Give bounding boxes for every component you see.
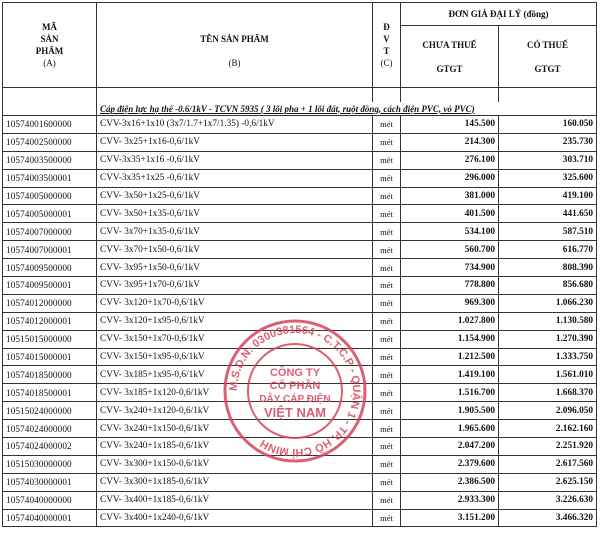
product-code: 10515015000000	[3, 330, 97, 348]
table-row	[3, 223, 597, 241]
product-name: CVV- 3x70+1x35-0,6/1kV	[97, 223, 373, 241]
product-unit: mét	[373, 312, 401, 330]
product-name: CVV- 3x50+1x35-0,6/1kV	[97, 205, 373, 223]
price-pre-tax: 969.300	[401, 294, 499, 312]
price-post-tax: 419.100	[499, 187, 597, 205]
product-code: 10515024000000	[3, 402, 97, 420]
product-code: 10574007000001	[3, 241, 97, 259]
price-post-tax: 1.333.750	[499, 348, 597, 366]
product-code: 10574001600000	[3, 116, 97, 134]
header-unit: Đ V T (C)	[373, 3, 401, 88]
price-post-tax: 587.510	[499, 223, 597, 241]
table-row	[3, 455, 597, 473]
product-code: 10574007000000	[3, 223, 97, 241]
table-row	[3, 169, 597, 187]
product-code: 10574009500000	[3, 259, 97, 277]
product-unit: mét	[373, 366, 401, 384]
product-name: CVV- 3x240+1x185-0,6/1kV	[97, 438, 373, 456]
product-code: 10574018500000	[3, 366, 97, 384]
price-pre-tax: 2.386.500	[401, 473, 499, 491]
table-row	[3, 205, 597, 223]
product-unit: mét	[373, 187, 401, 205]
product-unit: mét	[373, 259, 401, 277]
product-name: CVV- 3x50+1x25-0,6/1kV	[97, 187, 373, 205]
product-name: CVV-3x16+1x10 (3x7/1.7+1x7/1.35) -0,6/1kV	[97, 116, 373, 134]
stamp-line-4: VIỆT NAM	[263, 405, 327, 420]
price-post-tax: 235.730	[499, 133, 597, 151]
product-code: 10574024000000	[3, 420, 97, 438]
stamp-line-1: CÔNG TY	[269, 367, 321, 379]
product-name: CVV- 3x185+1x95-0,6/1kV	[97, 366, 373, 384]
product-code: 10574015000001	[3, 348, 97, 366]
table-row	[3, 438, 597, 456]
spacer-row	[3, 88, 597, 103]
product-code: 10574012000001	[3, 312, 97, 330]
price-post-tax: 2.096.050	[499, 402, 597, 420]
product-code: 10574005000000	[3, 187, 97, 205]
price-pre-tax: 401.500	[401, 205, 499, 223]
product-name: CVV- 3x400+1x185-0,6/1kV	[97, 491, 373, 509]
product-unit: mét	[373, 491, 401, 509]
product-code: 10515030000000	[3, 455, 97, 473]
price-post-tax: 303.710	[499, 151, 597, 169]
price-post-tax: 856.680	[499, 277, 597, 295]
price-pre-tax: 2.933.300	[401, 491, 499, 509]
stamp-line-2: CỔ PHẦN	[269, 380, 321, 392]
table-row	[3, 259, 597, 277]
table-row	[3, 348, 597, 366]
product-code: 10574018500001	[3, 384, 97, 402]
price-pre-tax: 534.100	[401, 223, 499, 241]
price-pre-tax: 778.800	[401, 277, 499, 295]
price-post-tax: 3.226.630	[499, 491, 597, 509]
product-name: CVV- 3x400+1x240-0,6/1kV	[97, 509, 373, 527]
header-price-pre-tax: CHƯA THUẾ GTGT	[401, 26, 499, 88]
header-price-group: ĐƠN GIÁ ĐẠI LÝ (đồng)	[401, 3, 597, 26]
product-name: CVV- 3x70+1x50-0,6/1kV	[97, 241, 373, 259]
price-pre-tax: 1.905.500	[401, 402, 499, 420]
product-name: CVV- 3x240+1x150-0,6/1kV	[97, 420, 373, 438]
price-post-tax: 160.050	[499, 116, 597, 134]
price-post-tax: 441.650	[499, 205, 597, 223]
price-pre-tax: 1.965.600	[401, 420, 499, 438]
price-pre-tax: 1.212.500	[401, 348, 499, 366]
product-name: CVV- 3x185+1x120-0,6/1kV	[97, 384, 373, 402]
product-name: CVV- 3x300+1x150-0,6/1kV	[97, 455, 373, 473]
price-post-tax: 808.390	[499, 259, 597, 277]
product-name: CVV- 3x300+1x185-0,6/1kV	[97, 473, 373, 491]
product-unit: mét	[373, 348, 401, 366]
price-pre-tax: 734.900	[401, 259, 499, 277]
product-unit: mét	[373, 151, 401, 169]
product-code: 10574024000002	[3, 438, 97, 456]
table-row	[3, 187, 597, 205]
table-row	[3, 384, 597, 402]
price-pre-tax: 381.000	[401, 187, 499, 205]
price-pre-tax: 2.379.600	[401, 455, 499, 473]
price-pre-tax: 145.500	[401, 116, 499, 134]
price-pre-tax: 2.047.200	[401, 438, 499, 456]
price-pre-tax: 1.516.700	[401, 384, 499, 402]
product-code: 10574003500000	[3, 151, 97, 169]
product-name: CVV-3x35+1x25 -0,6/1kV	[97, 169, 373, 187]
product-unit: mét	[373, 473, 401, 491]
table-row	[3, 330, 597, 348]
header-product-name: TÊN SẢN PHẨM (B)	[97, 3, 373, 88]
product-unit: mét	[373, 509, 401, 527]
product-unit: mét	[373, 223, 401, 241]
product-unit: mét	[373, 402, 401, 420]
stamp-outer-text: M.S.D.N: 0300381564 - C.T.C.P - QUẬN 1 - TP. HỒ CHÍ MINH	[227, 323, 363, 459]
product-name: CVV- 3x150+1x70-0,6/1kV	[97, 330, 373, 348]
price-post-tax: 1.270.390	[499, 330, 597, 348]
price-post-tax: 2.162.160	[499, 420, 597, 438]
price-pre-tax: 276.100	[401, 151, 499, 169]
product-unit: mét	[373, 294, 401, 312]
table-row	[3, 294, 597, 312]
table-row	[3, 491, 597, 509]
product-unit: mét	[373, 205, 401, 223]
product-code: 10574005000001	[3, 205, 97, 223]
section-row	[3, 102, 597, 116]
product-unit: mét	[373, 169, 401, 187]
section-title: Cáp điện lực hạ thế -0.6/1kV - TCVN 5935 ( 3 lõi pha + 1 lõi đất, ruột đồng, cách điện PVC, vỏ PVC)	[97, 102, 597, 116]
price-pre-tax: 1.154.900	[401, 330, 499, 348]
product-name: CVV- 3x240+1x120-0,6/1kV	[97, 402, 373, 420]
product-name: CVV- 3x95+1x70-0,6/1kV	[97, 277, 373, 295]
price-post-tax: 1.066.230	[499, 294, 597, 312]
price-post-tax: 1.561.010	[499, 366, 597, 384]
product-unit: mét	[373, 241, 401, 259]
table-row	[3, 133, 597, 151]
table-row	[3, 277, 597, 295]
product-code: 10574030000001	[3, 473, 97, 491]
product-unit: mét	[373, 330, 401, 348]
product-code: 10574040000000	[3, 491, 97, 509]
product-code: 10574009500001	[3, 277, 97, 295]
product-name: CVV- 3x150+1x95-0,6/1kV	[97, 348, 373, 366]
table-row	[3, 402, 597, 420]
price-post-tax: 325.600	[499, 169, 597, 187]
product-code: 10574040000001	[3, 509, 97, 527]
price-post-tax: 2.251.920	[499, 438, 597, 456]
product-unit: mét	[373, 277, 401, 295]
price-pre-tax: 214.300	[401, 133, 499, 151]
price-pre-tax: 1.027.800	[401, 312, 499, 330]
table-row	[3, 312, 597, 330]
product-unit: mét	[373, 133, 401, 151]
product-unit: mét	[373, 116, 401, 134]
table-row	[3, 420, 597, 438]
product-name: CVV- 3x120+1x95-0,6/1kV	[97, 312, 373, 330]
price-post-tax: 1.130.580	[499, 312, 597, 330]
price-post-tax: 1.668.370	[499, 384, 597, 402]
table-row	[3, 473, 597, 491]
product-code: 10574003500001	[3, 169, 97, 187]
price-pre-tax: 1.419.100	[401, 366, 499, 384]
table-row	[3, 509, 597, 527]
price-post-tax: 2.625.150	[499, 473, 597, 491]
table-row	[3, 151, 597, 169]
product-code: 10574012000000	[3, 294, 97, 312]
product-name: CVV- 3x25+1x16-0,6/1kV	[97, 133, 373, 151]
product-unit: mét	[373, 455, 401, 473]
product-code: 10574002500000	[3, 133, 97, 151]
price-pre-tax: 560.700	[401, 241, 499, 259]
price-pre-tax: 3.151.200	[401, 509, 499, 527]
price-table	[2, 2, 597, 527]
price-post-tax: 616.770	[499, 241, 597, 259]
product-name: CVV-3x35+1x16 -0,6/1kV	[97, 151, 373, 169]
product-name: CVV- 3x95+1x50-0,6/1kV	[97, 259, 373, 277]
product-unit: mét	[373, 420, 401, 438]
table-row	[3, 241, 597, 259]
table-row	[3, 116, 597, 134]
stamp-line-3: DÂY CÁP ĐIỆN	[259, 394, 331, 405]
header-price-post-tax: CÓ THUẾ GTGT	[499, 26, 597, 88]
product-name: CVV- 3x120+1x70-0,6/1kV	[97, 294, 373, 312]
header-code: MÃ SẢN PHẨM (A)	[3, 3, 97, 88]
product-unit: mét	[373, 384, 401, 402]
price-post-tax: 3.466.320	[499, 509, 597, 527]
price-post-tax: 2.617.560	[499, 455, 597, 473]
price-pre-tax: 296.000	[401, 169, 499, 187]
product-unit: mét	[373, 438, 401, 456]
table-row	[3, 366, 597, 384]
